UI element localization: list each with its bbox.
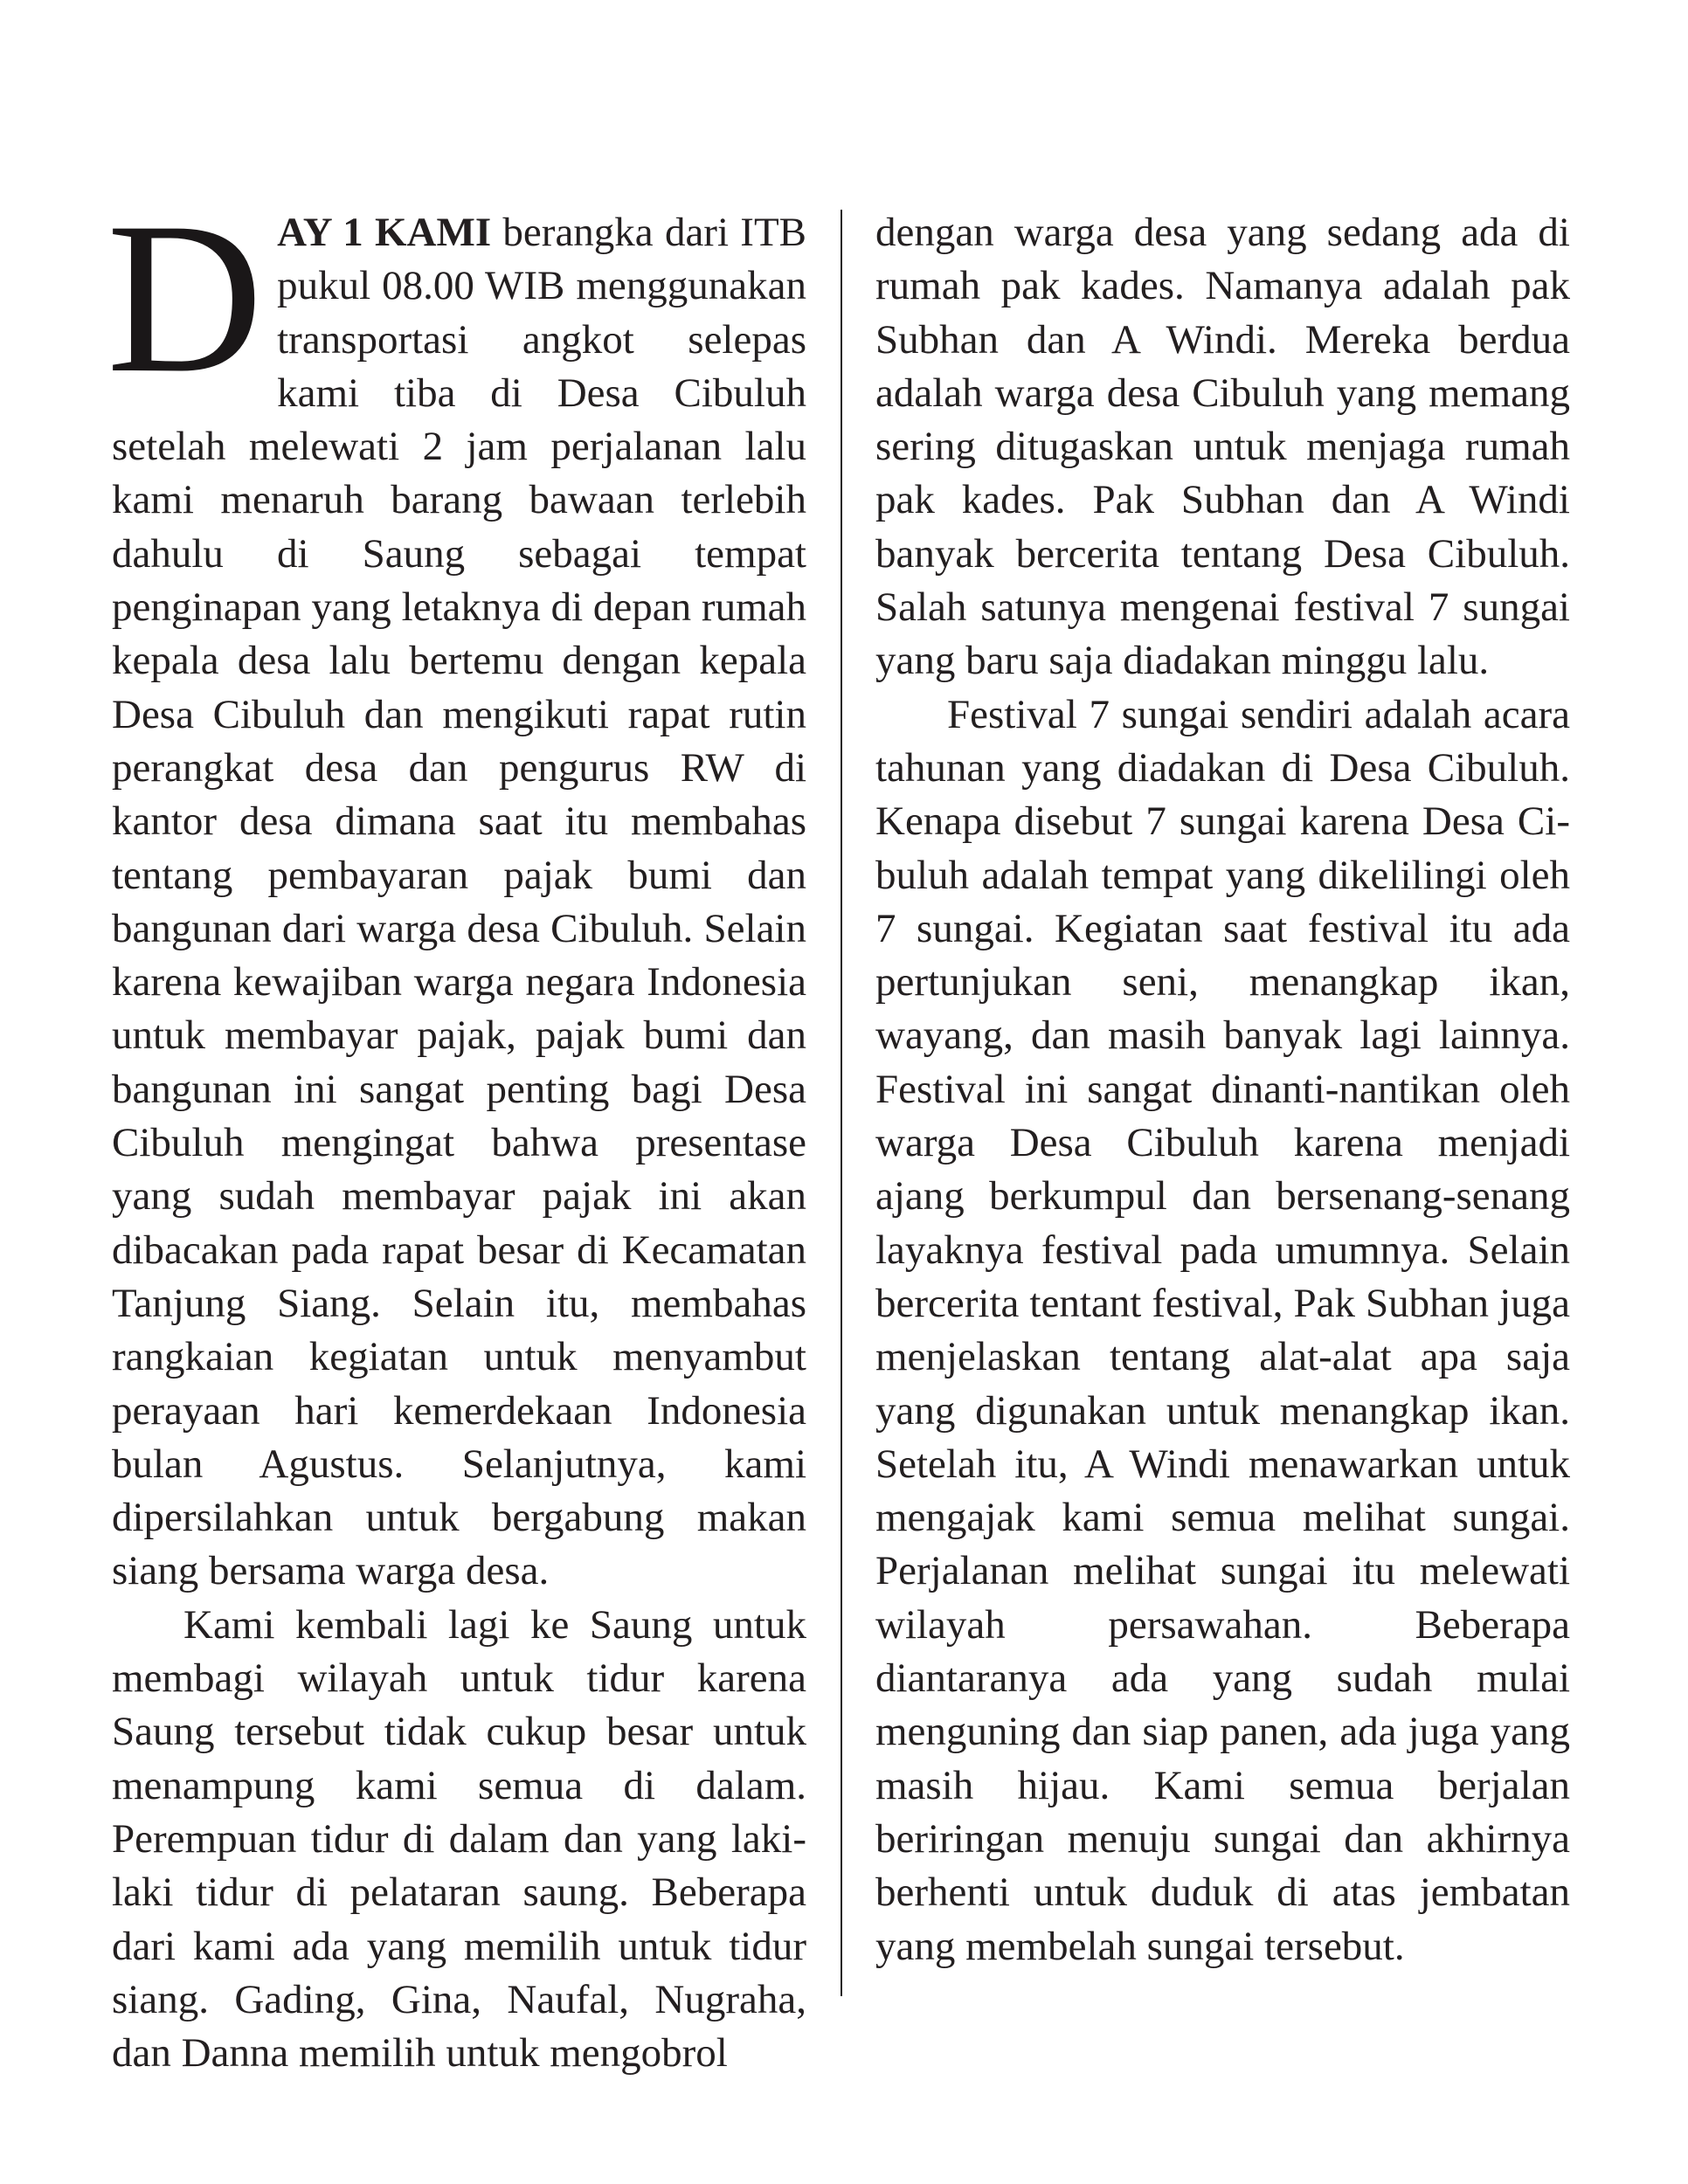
left-column xyxy=(107,177,807,2080)
paragraph-intro xyxy=(107,177,807,1599)
column-divider xyxy=(841,210,842,1996)
paragraph-intro-text: berangka dari ITB pukul 08.00 WIB menggunakan transportasi angkot selepas kami tiba di Desa Cibuluh setelah melewati 2 jam perjalanan lalu kami menaruh barang bawaan terlebih dahulu di Saung sebagai tempat penginapan yang letaknya di depan rumah kepala desa lalu bertemu dengan kepala Desa Cibuluh dan mengikuti rapat rutin perangkat desa dan pengurus RW di kantor desa dimana saat itu membahas tentang pembayaran pajak bumi dan bangunan dari warga desa Cibuluh. Selain karena kewajiban warga negara Indonesia untuk membayar pajak, pajak bumi dan bangunan ini sangat penting bagi Desa Cibuluh mengingat bahwa presentase yang sudah membayar pajak ini akan dibacakan pada rapat besar di Kecamatan Tanjung Siang. Selain itu, membahas rangkaian kegiatan untuk menyambut perayaan hari kemerdekaan Indonesia bulan Agustus. Selanjutnya, kami dipersilahkan untuk bergabung makan siang bersama warga desa. xyxy=(112,210,807,1594)
paragraph-festival: Festival 7 sungai sendiri adalah acara tahunan yang diadakan di Desa Cibuluh. Kenapa disebut 7 sungai karena Desa Cibuluh adalah tempat yang dikelilingi oleh 7 sungai. Kegiatan saat festival itu ada pertunjukan seni, menangkap ikan, wayang, dan masih banyak lagi lainnya. Festival ini sangat dinanti-nantikan oleh warga Desa Cibuluh karena menjadi ajang berkumpul dan bersenang-senang layaknya festival pada umumnya. Selain bercerita tentant festival, Pak Subhan juga menjelaskan tentang alat-alat apa saja yang digunakan untuk menangkap ikan. Setelah itu, A Windi menawarkan untuk mengajak kami semua melihat sungai. Perjalanan melihat sungai itu melewati wilayah persawahan. Beberapa diantaranya ada yang sudah mulai menguning dan siap panen, ada juga yang masih hijau. Kami semua berjalan beriringan menuju sungai dan akhirnya berhenti untuk duduk di atas jembatan yang membelah sungai tersebut. xyxy=(875,691,1570,1969)
drop-cap: D xyxy=(107,177,264,418)
right-column xyxy=(875,206,1570,1973)
paragraph-saung: Kami kembali lagi ke Saung untuk membagi wilayah untuk tidur karena Saung tersebut tidak cukup besar untuk menampung kami semua di dalam. Perempuan tidur di dalam dan yang laki-laki tidur di pelataran saung. Beberapa dari kami ada yang memilih untuk tidur siang. Gading, Gina, Naufal, Nugraha, dan Danna memilih untuk mengobrol xyxy=(112,1601,806,2077)
paragraph-continuation: dengan warga desa yang sedang ada di rumah pak kades. Namanya adalah pak Subhan dan A Windi. Mereka berdua adalah warga desa Cibuluh yang memang sering ditugaskan untuk menjaga rumah pak kades. Pak Subhan dan A Windi banyak bercerita tentang Desa Cibuluh. Salah satunya mengenai festival 7 sungai yang baru saja diadakan minggu lalu. xyxy=(875,210,1570,684)
lead-in: AY 1 KAMI xyxy=(277,210,492,255)
